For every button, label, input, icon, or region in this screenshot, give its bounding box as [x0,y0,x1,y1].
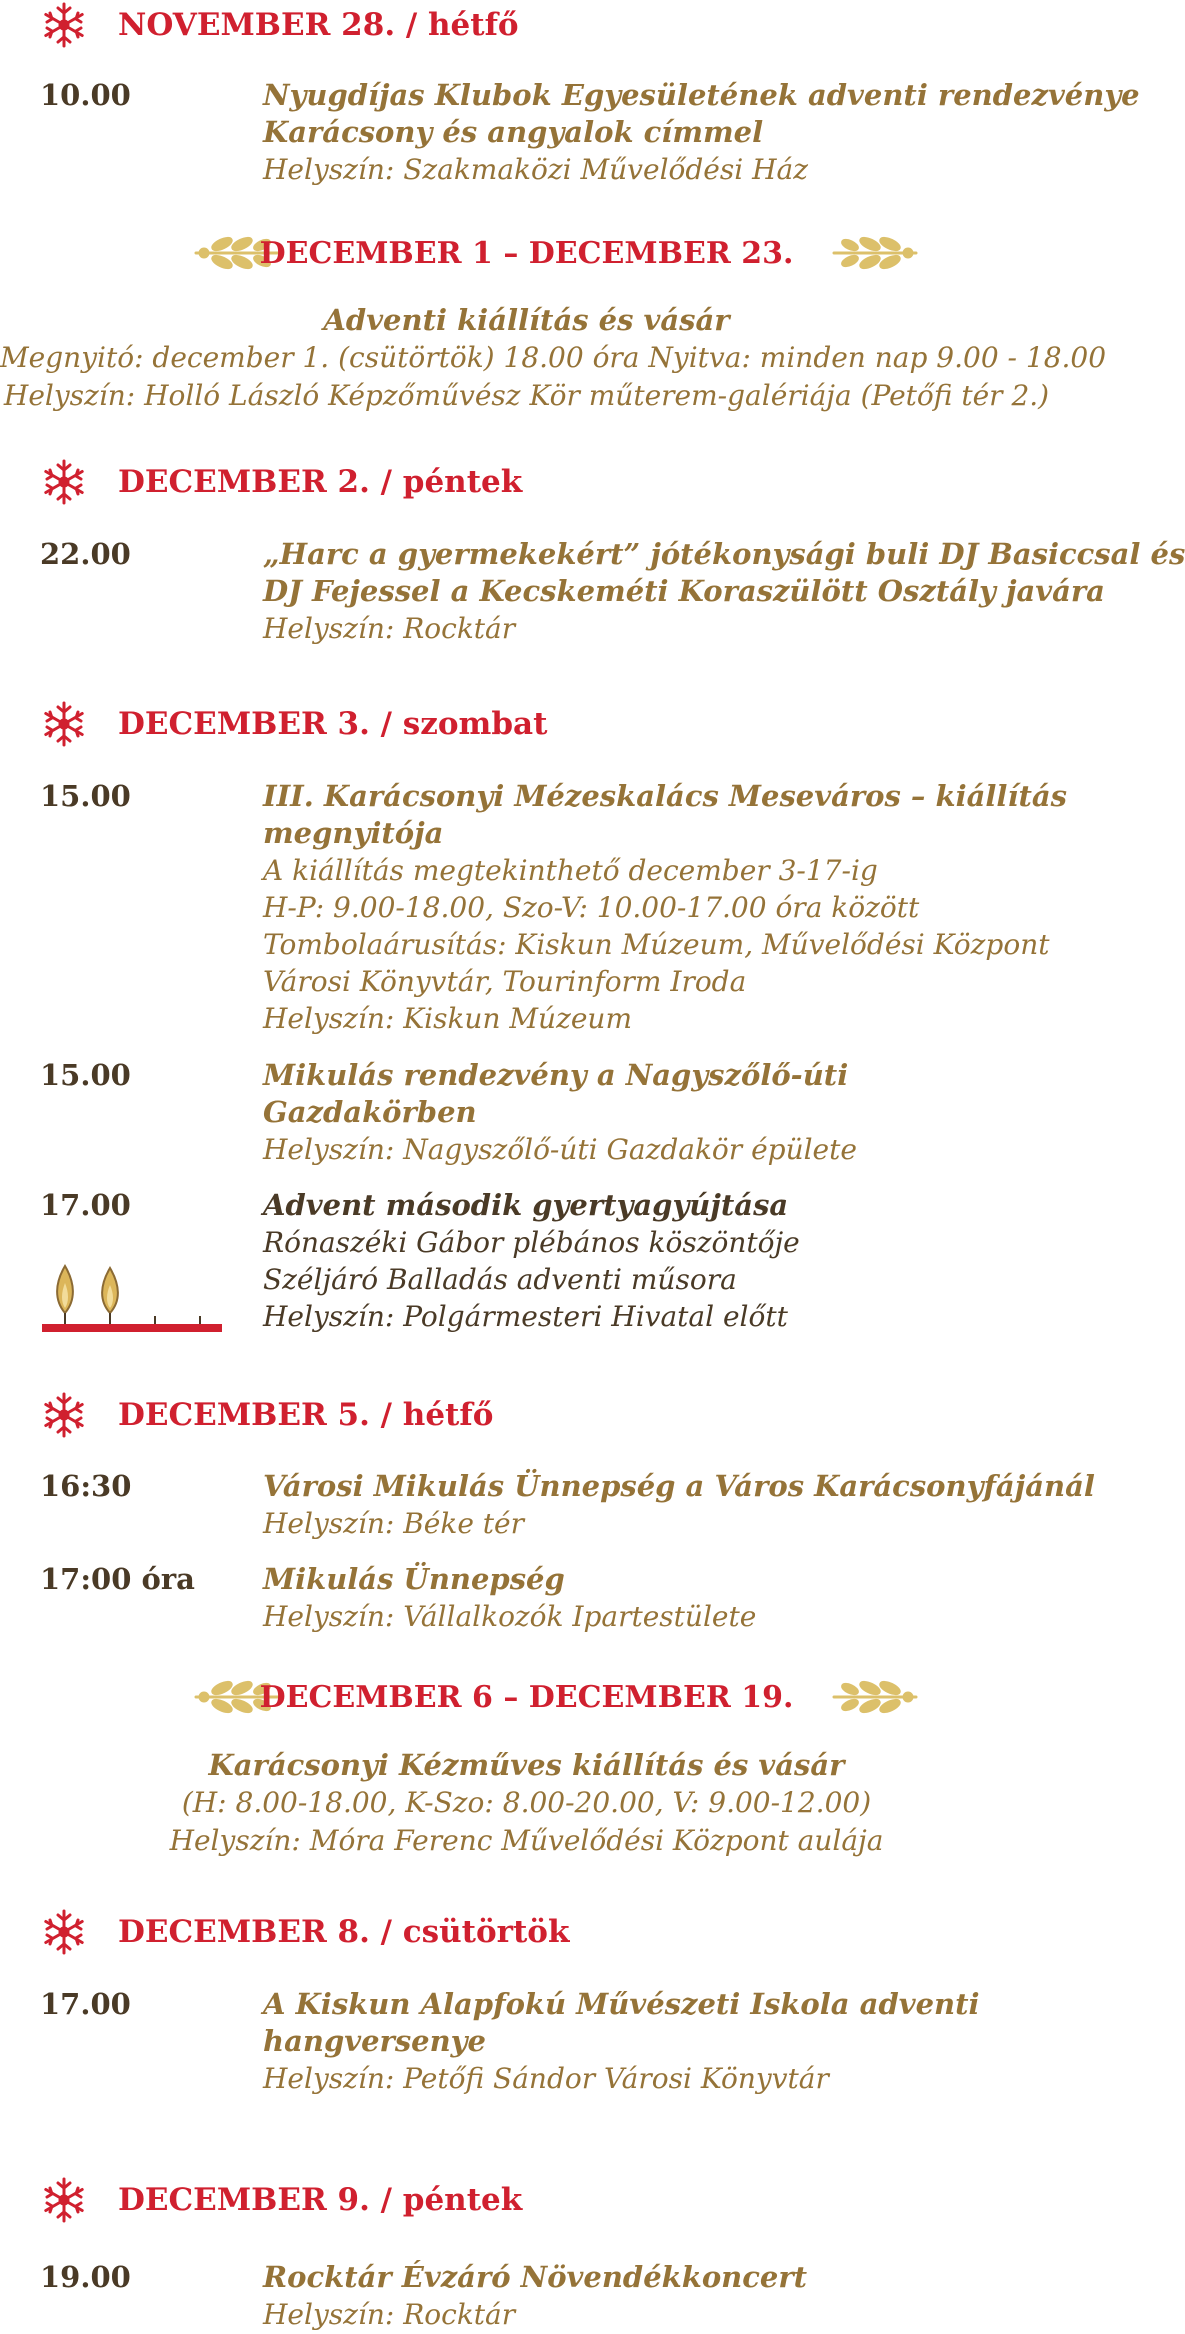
event-time: 15.00 [40,779,131,813]
event-time: 15.00 [40,1058,131,1092]
event-title: Rocktár Évzáró Növendékkoncert [263,2260,808,2294]
event-title: Advent második gyertyagyújtása [263,1188,789,1222]
event-note: Széljáró Balladás adventi műsora [263,1263,737,1296]
day-header [40,1390,493,1440]
laurel-sprig-right-icon [830,236,920,270]
event-details [263,1187,800,1335]
event-location: Helyszín: Vállalkozók Ipartestülete [263,1600,757,1633]
event-note: Tombolaárusítás: Kiskun Múzeum, Művelődési Központ [263,928,1050,961]
event-hours: H-P: 9.00-18.00, Szo-V: 10.00-17.00 óra között [263,891,920,924]
exhibition-details [0,301,1107,415]
advent-candles-icon [40,1258,225,1333]
snowflake-icon [40,1908,88,1956]
event-subtitle: Karácsony és angyalok címmel [263,115,764,149]
date-range-header [0,1672,1053,1722]
event-time: 17:00 óra [40,1562,195,1596]
exhibition-title: Karácsonyi Kézműves kiállítás és vásár [208,1748,845,1782]
event-title-cont: Gazdakörben [263,1095,477,1129]
date-range-label: DECEMBER 1 – DECEMBER 23. [259,236,794,271]
event-details [263,1468,1095,1542]
snowflake-icon [40,458,88,506]
exhibition-hours: Megnyitó: december 1. (csütörtök) 18.00 óra Nyitva: minden nap 9.00 - 18.00 [0,341,1107,374]
day-label: DECEMBER 3. / szombat [118,706,548,742]
snowflake-icon [40,1,88,49]
event-details [263,536,1185,647]
day-header [40,0,519,50]
event-location: Helyszín: Polgármesteri Hivatal előtt [263,1300,788,1333]
event-title: „Harc a gyermekekért” jótékonysági buli DJ Basiccsal és [263,537,1185,571]
event-title-cont: megnyitója [263,816,444,850]
event-details [263,77,1140,188]
event-details [263,1561,756,1635]
event-details [263,1986,980,2097]
event-time: 10.00 [40,78,131,112]
laurel-sprig-right-icon [830,1680,920,1714]
event-time: 16:30 [40,1469,132,1503]
event-details [263,778,1067,1037]
event-details [263,2259,807,2333]
exhibition-location: Helyszín: Holló László Képzőművész Kör műterem-galériája (Petőfi tér 2.) [3,379,1050,412]
event-location: Helyszín: Nagyszőlő-úti Gazdakör épülete [263,1133,857,1166]
event-location: Helyszín: Rocktár [263,612,516,645]
event-time: 22.00 [40,537,131,571]
event-time: 19.00 [40,2260,131,2294]
event-title: A Kiskun Alapfokú Művészeti Iskola adventi [263,1987,980,2021]
event-subtitle: DJ Fejessel a Kecskeméti Koraszülött Osztály javára [263,574,1105,608]
day-label: DECEMBER 9. / péntek [118,2182,523,2218]
day-header [40,457,522,507]
event-location: Helyszín: Béke tér [263,1507,524,1540]
snowflake-icon [40,700,88,748]
event-title: Mikulás Ünnepség [263,1562,565,1596]
event-title: Városi Mikulás Ünnepség a Város Karácsonyfájánál [263,1469,1095,1503]
day-label: NOVEMBER 28. / hétfő [118,7,519,43]
event-time: 17.00 [40,1987,131,2021]
event-location: Helyszín: Petőfi Sándor Városi Könyvtár [263,2062,829,2095]
event-note: A kiállítás megtekinthető december 3-17-ig [263,854,878,887]
event-time: 17.00 [40,1188,131,1222]
exhibition-location: Helyszín: Móra Ferenc Művelődési Központ aulája [169,1824,884,1857]
day-header [40,2175,522,2225]
event-title: Mikulás rendezvény a Nagyszőlő-úti [263,1058,849,1092]
exhibition-details [0,1746,1053,1860]
event-location: Helyszín: Kiskun Múzeum [263,1002,632,1035]
date-range-label: DECEMBER 6 – DECEMBER 19. [259,1680,794,1715]
snowflake-icon [40,2176,88,2224]
exhibition-hours: (H: 8.00-18.00, K-Szo: 8.00-20.00, V: 9.00-12.00) [181,1786,872,1819]
day-header [40,1907,569,1957]
event-note: Városi Könyvtár, Tourinform Iroda [263,965,747,998]
day-label: DECEMBER 5. / hétfő [118,1397,494,1433]
event-title: Nyugdíjas Klubok Egyesületének adventi rendezvénye [263,78,1140,112]
event-note: Rónaszéki Gábor plébános köszöntője [263,1226,800,1259]
day-label: DECEMBER 8. / csütörtök [118,1914,570,1950]
event-details [263,1057,857,1168]
date-range-header [0,228,1053,278]
event-location: Helyszín: Szakmaközi Művelődési Ház [263,153,808,186]
event-title-cont: hangversenye [263,2024,486,2058]
snowflake-icon [40,1391,88,1439]
exhibition-title: Adventi kiállítás és vásár [323,303,730,337]
event-location: Helyszín: Rocktár [263,2298,516,2331]
day-label: DECEMBER 2. / péntek [118,464,523,500]
day-header [40,699,547,749]
event-title: III. Karácsonyi Mézeskalács Meseváros – kiállítás [263,779,1067,813]
